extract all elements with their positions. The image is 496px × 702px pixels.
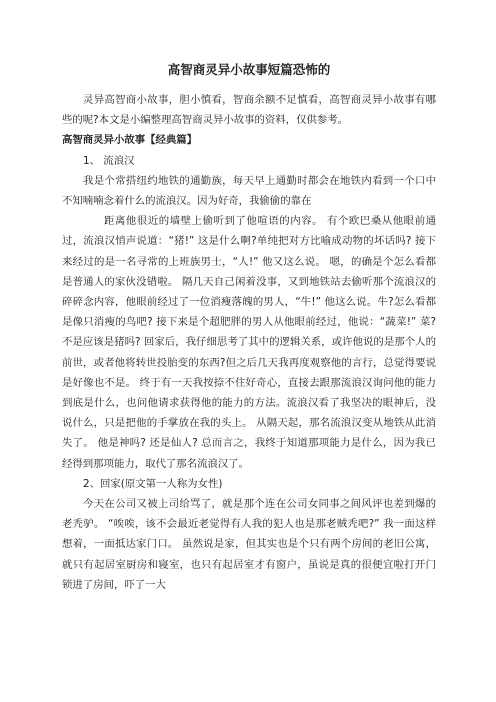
section-heading: 高智商灵异小故事【经典篇】 xyxy=(62,134,198,147)
document-title: 高智商灵异小故事短篇恐怖的 xyxy=(167,62,331,77)
story1-paragraph-1: 我是个常搭纽约地铁的通勤族，每天早上通勤时都会在地铁内看到一个口中不知喃喃念着什么的流浪汉。因为好奇，我偷偷的靠在 xyxy=(62,174,436,208)
document-page xyxy=(62,62,436,595)
intro-paragraph: 灵异高智商小故事，胆小慎看，智商余额不足慎看，高智商灵异小故事有哪些的呢?本文是小编整理高智商灵异小故事的资料，仅供参考。 xyxy=(62,94,436,127)
story1-heading: 1、 流浪汉 xyxy=(83,154,135,167)
story2-paragraph-1: 今天在公司又被上司给骂了，就是那个连在公司女同事之间风评也差到爆的老秃驴。 “唉唉，该不会最近老觉得有人我的犯人也是那老贼秃吧?” 我一面这样想着，一面抵达家门口。 虽然说是家，但其实也是个只有两个房间的老旧公寓，就只有起居室厨房和寝室，也只有起居室才有窗户，虽说是真的很便宜啦打开门锁进了房间，吓了一大 xyxy=(62,498,436,591)
story2-heading: 2、回家(原文第一人称为女性) xyxy=(83,477,223,490)
story1-paragraph-2: 距离他很近的墙壁上偷听到了他喧语的内容。 有个欧巴桑从他眼前通过，流浪汉悄声说道：“猪!” 这是什么啊?单纯把对方比喻成动物的坏话吗? 接下来经过的是一名寻常的上班族男士，“人!” 他又这么说。 嗯，的确是个怎么看都是普通人的家伙没错啦。 隔几天自己闲着没事，又到地铁站去偷听那个流浪汉的碎碎念内容，他眼前经过了一位消瘦落魄的男人，“牛!” 他这么说。牛?怎么看都是像只消瘦的鸟吧? 接下来是个超肥胖的男人从他眼前经过，他说：“蔬菜!” 菜?不是应该是猪吗? 回家后，我仔细思考了其中的逻辑关系，或许他说的是那个人的前世，或者他将转世投胎变的东西?但之后几天我再度观察他的言行，总觉得要说是好像也不是。 终于有一天我按捺不住好奇心，直接去跟那流浪汉询问他的能力到底是什么，也问他请求获得他的能力的方法。流浪汉看了我坚决的眼神后，没说什么，只是把他的手掌放在我的头上。 从隔天起，那名流浪汉变从地铁从此消失了。 他是神吗? 还是仙人? 总而言之，我终于知道那项能力是什么，因为我已经得到那项能力，取代了那名流浪汉了。 xyxy=(62,215,436,470)
